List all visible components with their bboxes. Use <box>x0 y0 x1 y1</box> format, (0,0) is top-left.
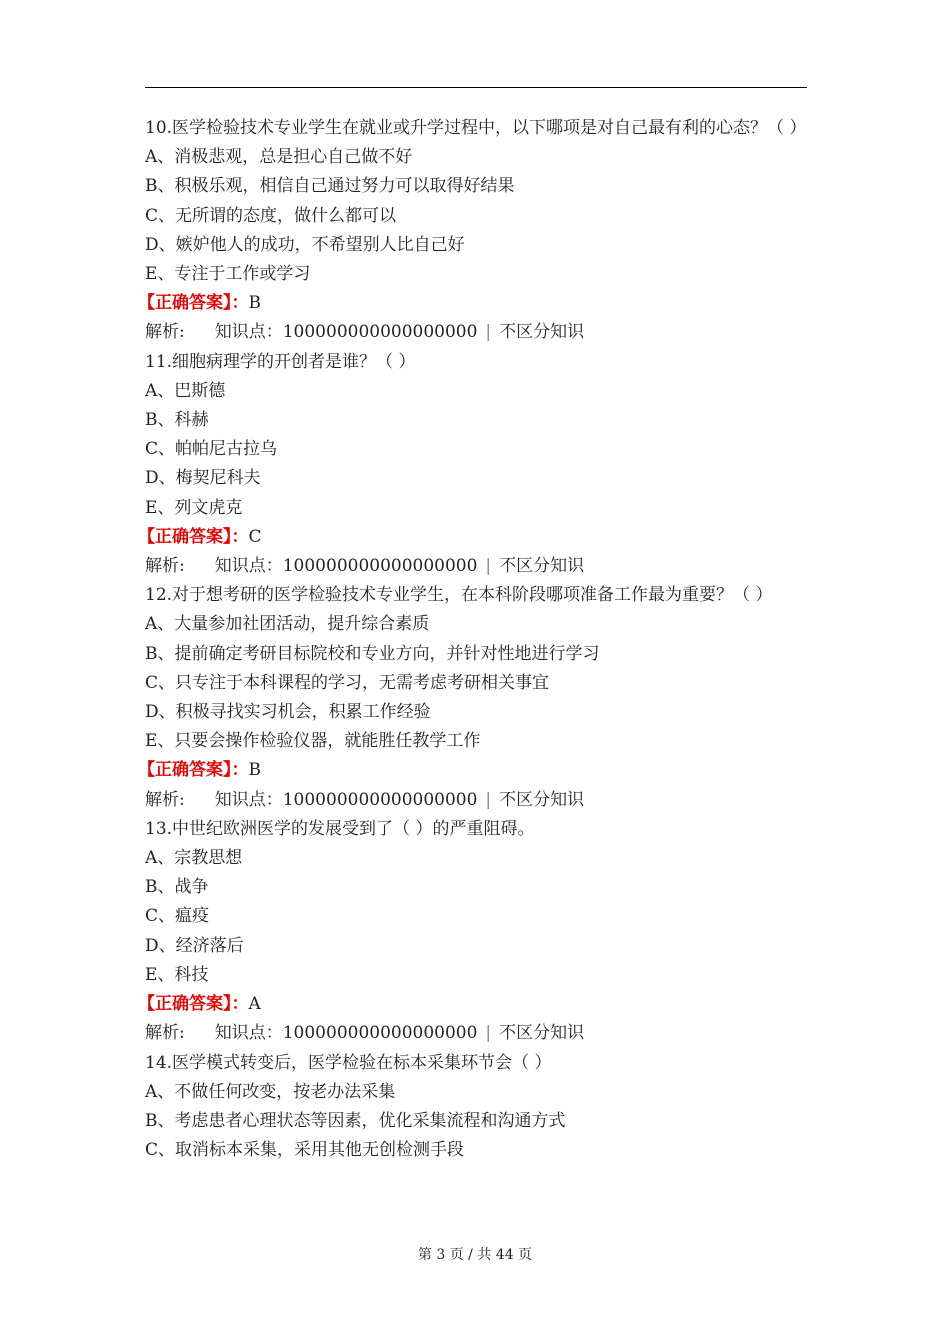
analysis-label: 解析: <box>145 789 185 810</box>
option-c: C、瘟疫 <box>145 906 210 927</box>
analysis-label: 解析: <box>145 322 185 343</box>
answer-label: 【正确答案】 <box>138 994 232 1015</box>
answer-label: 【正确答案】 <box>138 760 232 781</box>
question-stem: 11.细胞病理学的开创者是谁？（ ） <box>145 351 416 372</box>
option-b: B、提前确定考研目标院校和专业方向，并针对性地进行学习 <box>145 643 600 664</box>
knowledge-category: 不区分知识 <box>499 556 585 577</box>
answer-label: 【正确答案】 <box>138 526 232 547</box>
question-block <box>138 114 807 348</box>
question-block <box>138 815 807 1049</box>
question-stem: 10.医学检验技术专业学生在就业或升学过程中，以下哪项是对自己最有利的心态？（ ） <box>145 118 807 138</box>
knowledge-category: 不区分知识 <box>499 322 585 343</box>
header-rule <box>145 87 807 88</box>
knowledge-point: 知识点：100000000000000000 <box>214 322 478 343</box>
answer-value: C <box>248 526 262 547</box>
answer-line <box>138 289 807 318</box>
question-block <box>138 348 807 582</box>
option-a: A、巴斯德 <box>145 380 226 401</box>
document-body <box>138 114 807 1165</box>
answer-line <box>138 756 807 785</box>
separator: | <box>485 1023 492 1044</box>
analysis-label: 解析: <box>145 556 185 577</box>
option-c: C、只专注于本科课程的学习，无需考虑考研相关事宜 <box>145 672 550 693</box>
option-d: D、嫉妒他人的成功，不希望别人比自己好 <box>145 234 465 255</box>
knowledge-point: 知识点：100000000000000000 <box>214 1023 478 1044</box>
option-b: B、考虑患者心理状态等因素，优化采集流程和沟通方式 <box>145 1110 566 1131</box>
question-block <box>145 1049 807 1166</box>
separator: | <box>485 789 492 810</box>
question-stem: 13.中世纪欧洲医学的发展受到了（ ）的严重阻碍。 <box>145 818 535 839</box>
page-footer <box>0 1244 950 1264</box>
option-e: E、列文虎克 <box>145 497 243 518</box>
analysis-line <box>145 318 807 347</box>
separator: | <box>485 556 492 577</box>
option-d: D、梅契尼科夫 <box>145 468 261 489</box>
page-number: 第 3 页 / 共 44 页 <box>417 1247 533 1263</box>
option-a: A、消极悲观，总是担心自己做不好 <box>145 147 413 168</box>
option-c: C、无所谓的态度，做什么都可以 <box>145 205 397 226</box>
option-a: A、大量参加社团活动，提升综合素质 <box>145 614 430 635</box>
analysis-line <box>145 552 807 581</box>
question-block <box>138 581 807 815</box>
answer-value: B <box>248 293 261 314</box>
knowledge-category: 不区分知识 <box>499 789 585 810</box>
option-b: B、科赫 <box>145 410 209 431</box>
knowledge-point: 知识点：100000000000000000 <box>214 789 478 810</box>
option-d: D、经济落后 <box>145 935 244 956</box>
answer-value: B <box>248 760 261 781</box>
option-e: E、科技 <box>145 964 209 985</box>
question-stem: 12.对于想考研的医学检验技术专业学生，在本科阶段哪项准备工作最为重要？（ ） <box>145 585 773 606</box>
option-e: E、专注于工作或学习 <box>145 264 311 285</box>
option-a: A、不做任何改变，按老办法采集 <box>145 1081 396 1102</box>
analysis-line <box>145 786 807 815</box>
answer-line <box>138 523 807 552</box>
option-c: C、取消标本采集，采用其他无创检测手段 <box>145 1140 465 1161</box>
answer-value: A <box>248 994 261 1015</box>
answer-colon: ： <box>231 526 249 547</box>
option-b: B、积极乐观，相信自己通过努力可以取得好结果 <box>145 176 515 197</box>
option-e: E、只要会操作检验仪器，就能胜任教学工作 <box>145 731 481 752</box>
knowledge-point: 知识点：100000000000000000 <box>214 556 478 577</box>
knowledge-category: 不区分知识 <box>499 1023 585 1044</box>
analysis-label: 解析: <box>145 1023 185 1044</box>
analysis-line <box>145 1019 807 1048</box>
answer-colon: ： <box>231 994 249 1015</box>
option-b: B、战争 <box>145 877 209 898</box>
answer-colon: ： <box>231 760 249 781</box>
option-d: D、积极寻找实习机会，积累工作经验 <box>145 702 431 723</box>
separator: | <box>485 322 492 343</box>
answer-colon: ： <box>231 293 249 314</box>
option-a: A、宗教思想 <box>145 848 243 869</box>
answer-line <box>138 990 807 1019</box>
question-stem: 14.医学模式转变后，医学检验在标本采集环节会（ ） <box>145 1052 552 1073</box>
answer-label: 【正确答案】 <box>138 293 232 314</box>
option-c: C、帕帕尼古拉乌 <box>145 439 278 460</box>
